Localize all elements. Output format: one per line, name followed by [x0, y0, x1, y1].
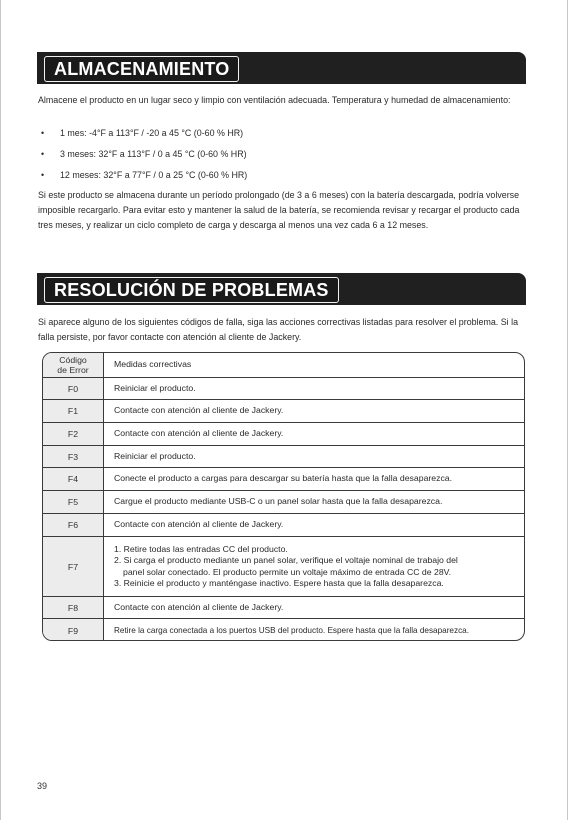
table-row — [43, 377, 524, 399]
error-code: F0 — [43, 378, 104, 399]
corrective-action: Retire la carga conectada a los puertos USB del producto. Espere hasta que la falla desaparezca. — [114, 625, 470, 635]
header-code-line: Código — [59, 355, 87, 365]
storage-heading-box — [44, 56, 239, 82]
corrective-action: Contacte con atención al cliente de Jackery. — [114, 519, 284, 530]
storage-heading: ALMACENAMIENTO — [54, 58, 230, 79]
error-code: F5 — [43, 491, 104, 513]
error-code: F1 — [43, 400, 104, 422]
error-code: F2 — [43, 423, 104, 445]
error-code: F6 — [43, 514, 104, 536]
corrective-step: 3. Reinicie el producto y manténgase inactivo. Espere hasta que la falla desaparezca. — [114, 578, 444, 588]
header-action-cell: Medidas correctivas — [114, 359, 192, 370]
storage-bullet: • 3 meses: 32°F a 113°F / 0 a 45 °C (0-60 % HR) — [41, 149, 247, 159]
header-code-line: de Error — [57, 365, 89, 375]
corrective-step: 2. Si carga el producto mediante un panel solar, verifique el voltaje nominal de trabajo del — [114, 555, 458, 565]
corrective-step: 1. Retire todas las entradas CC del producto. — [114, 543, 288, 554]
error-code: F3 — [43, 446, 104, 467]
storage-bullet-text: 12 meses: 32°F a 77°F / 0 a 25 °C (0-60 % HR) — [60, 170, 248, 180]
corrective-step: panel solar conectado. El producto permite un voltaje máximo de entrada CC de 28V. — [123, 566, 452, 577]
error-code: F8 — [43, 597, 104, 618]
corrective-action: Contacte con atención al cliente de Jackery. — [114, 601, 284, 612]
corrective-action: Contacte con atención al cliente de Jackery. — [114, 405, 284, 416]
corrective-action: Cargue el producto mediante USB-C o un panel solar hasta que la falla desaparezca. — [114, 496, 443, 507]
error-code: F7 — [43, 537, 104, 596]
corrective-action: Conecte el producto a cargas para descargar su batería hasta que la falla desaparezca. — [114, 473, 453, 484]
storage-note: Si este producto se almacena durante un período prolongado (de 3 a 6 meses) con la batería descargada, podría volverse imposible recargarlo. Para evitar esto y mantener la salud de la batería, se recomienda revisar y recargar el producto cada tres meses, y realizar un ciclo completo de carga y descarga al menos una vez cada 6 a 12 meses. — [38, 190, 520, 231]
page-number: 39 — [37, 781, 48, 791]
troubleshooting-heading-box — [44, 277, 339, 303]
table-row — [43, 490, 524, 513]
table-row — [43, 445, 524, 467]
corrective-action: Reiniciar el producto. — [114, 382, 196, 393]
error-code: F9 — [43, 619, 104, 641]
table-row — [43, 422, 524, 445]
troubleshooting-heading-bar — [37, 273, 526, 305]
table-row — [43, 467, 524, 490]
troubleshooting-intro: Si aparece alguno de los siguientes códigos de falla, siga las acciones correctivas listadas para resolver el problema. Si la falla persiste, por favor contacte con atención al cliente de Jackery. — [38, 317, 519, 343]
header-code-cell — [43, 353, 104, 377]
table-row — [43, 399, 524, 422]
storage-bullet-text: 3 meses: 32°F a 113°F / 0 a 45 °C (0-60 % HR) — [60, 149, 247, 159]
table-row — [43, 536, 524, 596]
table-header-row — [43, 353, 524, 377]
corrective-action — [114, 537, 518, 596]
table-row — [43, 513, 524, 536]
table-row — [43, 618, 524, 641]
storage-bullet: • 1 mes: -4°F a 113°F / -20 a 45 °C (0-60 % HR) — [41, 128, 244, 138]
error-code: F4 — [43, 468, 104, 490]
table-row — [43, 596, 524, 618]
error-code-table — [42, 352, 525, 641]
storage-heading-bar — [37, 52, 526, 84]
troubleshooting-heading: RESOLUCIÓN DE PROBLEMAS — [54, 279, 329, 300]
corrective-action: Reiniciar el producto. — [114, 450, 196, 461]
storage-intro: Almacene el producto en un lugar seco y limpio con ventilación adecuada. Temperatura y humedad de almacenamiento: — [38, 95, 511, 105]
storage-bullet-text: 1 mes: -4°F a 113°F / -20 a 45 °C (0-60 % HR) — [60, 128, 244, 138]
storage-bullet: • 12 meses: 32°F a 77°F / 0 a 25 °C (0-60 % HR) — [41, 170, 248, 180]
corrective-action: Contacte con atención al cliente de Jackery. — [114, 428, 284, 439]
